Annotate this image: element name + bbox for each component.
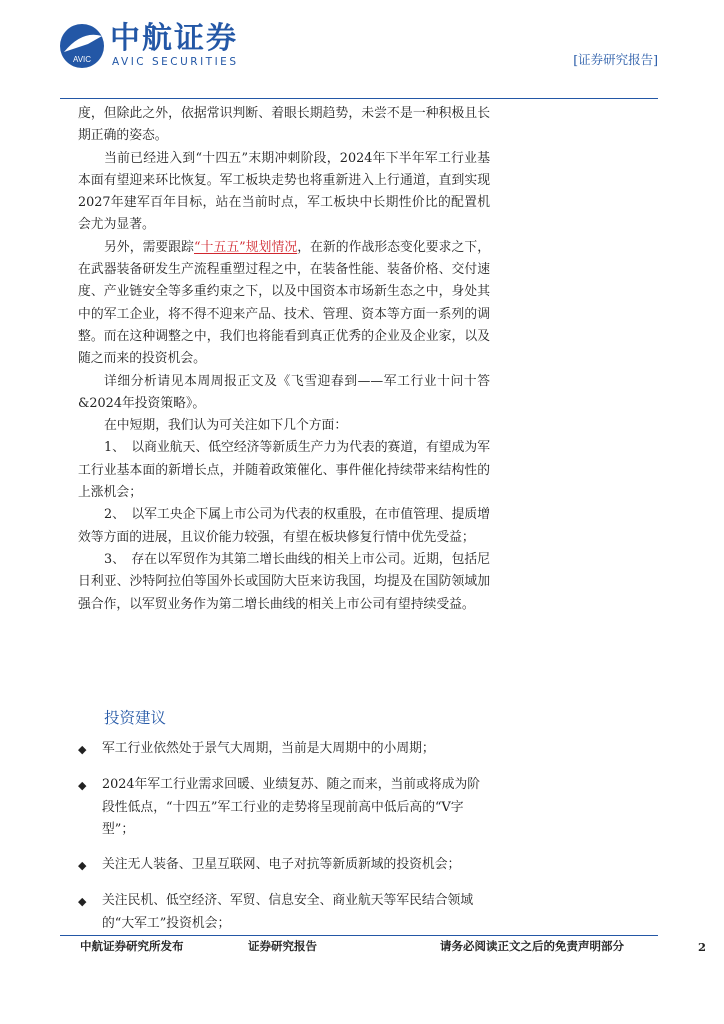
paragraph: 在中短期，我们认为可关注如下几个方面： bbox=[104, 418, 348, 434]
list-item bbox=[78, 774, 490, 841]
paragraph bbox=[78, 237, 490, 371]
avic-emblem-icon bbox=[58, 22, 106, 70]
logo-en-text: AVIC SECURITIES bbox=[112, 56, 239, 68]
diamond-bullet-icon: ◆ bbox=[78, 859, 87, 873]
list-item bbox=[78, 890, 490, 935]
paragraph: 详细分析请见本周周报正文及《飞雪迎春到——军工行业十问十答&2024年投资策略》。 bbox=[78, 373, 490, 411]
footer-publisher: 中航证券研究所发布 bbox=[80, 939, 184, 953]
section-title: 投资建议 bbox=[104, 709, 167, 727]
paragraph: 1、 以商业航天、低空经济等新质生产力为代表的赛道，有望成为军工行业基本面的新增长点，并随着政策催化、事件催化持续带来结构性的上涨机会； bbox=[78, 440, 490, 501]
text-span: 另外，需要跟踪 bbox=[104, 239, 194, 255]
report-type-tag: [证券研究报告] bbox=[573, 52, 658, 67]
paragraph: 当前已经进入到“十四五”末期冲刺阶段，2024年下半年军工行业基本面有望迎来环比恢复。军工板块走势也将重新进入上行通道，直到实现2027年建军百年目标，站在当前时点，军工板块中长期性价比的配置机会尤为显著。 bbox=[78, 150, 490, 233]
list-item-text: 关注无人装备、卫星互联网、电子对抗等新质新域的投资机会； bbox=[102, 857, 461, 873]
paragraph: 2、 以军工央企下属上市公司为代表的权重股，在市值管理、提质增效等方面的进展，且议价能力较强，有望在板块修复行情中优先受益； bbox=[78, 507, 490, 545]
paragraph: 度，但除此之外，依据常识判断、着眼长期趋势，未尝不是一种积极且长期正确的姿态。 bbox=[78, 106, 490, 144]
list-item bbox=[78, 738, 490, 761]
recommendation-list bbox=[78, 738, 490, 948]
header-divider bbox=[60, 98, 658, 99]
page-number: 2 bbox=[697, 940, 706, 954]
list-item-text: 关注民机、低空经济、军贸、信息安全、商业航天等军民结合领域的“大军工”投资机会； bbox=[102, 893, 474, 931]
paragraph: 3、 存在以军贸作为其第二增长曲线的相关上市公司。近期，包括尼日利亚、沙特阿拉伯等国外长或国防大臣来访我国，均提及在国防领域加强合作，以军贸业务作为第二增长曲线的相关上市公司有望持续受益。 bbox=[78, 551, 490, 612]
body-text bbox=[78, 103, 490, 616]
diamond-bullet-icon: ◆ bbox=[78, 743, 87, 756]
logo-cn-text: 中航证券 bbox=[110, 21, 238, 56]
list-item bbox=[78, 854, 490, 877]
diamond-bullet-icon: ◆ bbox=[78, 895, 87, 909]
diamond-bullet-icon: ◆ bbox=[78, 779, 87, 793]
footer-disclaimer: 请务必阅读正文之后的免责声明部分 bbox=[440, 939, 624, 953]
avic-logo bbox=[58, 22, 248, 72]
text-span: ，在新的作战形态变化要求之下，在武器装备研发生产流程重塑过程之中，在装备性能、装备价格、交付速度、产业链安全等多重约束之下，以及中国资本市场新生态之中，身处其中的军工企业，将不得不迎来产品、技术、管理、资本等方面一系列的调整。而在这种调整之中，我们也将能看到真正优秀的企业及企业家，以及随之而来的投资机会。 bbox=[78, 239, 490, 367]
page-header bbox=[0, 0, 724, 100]
list-item-text: 2024年军工行业需求回暖、业绩复苏、随之而来，当前或将成为阶段性低点，“十四五”军工行业的走势将呈现前高中低后高的“V字型”； bbox=[102, 777, 481, 837]
highlight-link[interactable]: “十五五”规划情况 bbox=[194, 239, 298, 255]
footer-report-type: 证券研究报告 bbox=[248, 939, 317, 953]
list-item-text: 军工行业依然处于景气大周期，当前是大周期中的小周期； bbox=[102, 741, 435, 756]
footer-divider bbox=[60, 935, 658, 936]
emblem-text: AVIC bbox=[72, 55, 92, 64]
